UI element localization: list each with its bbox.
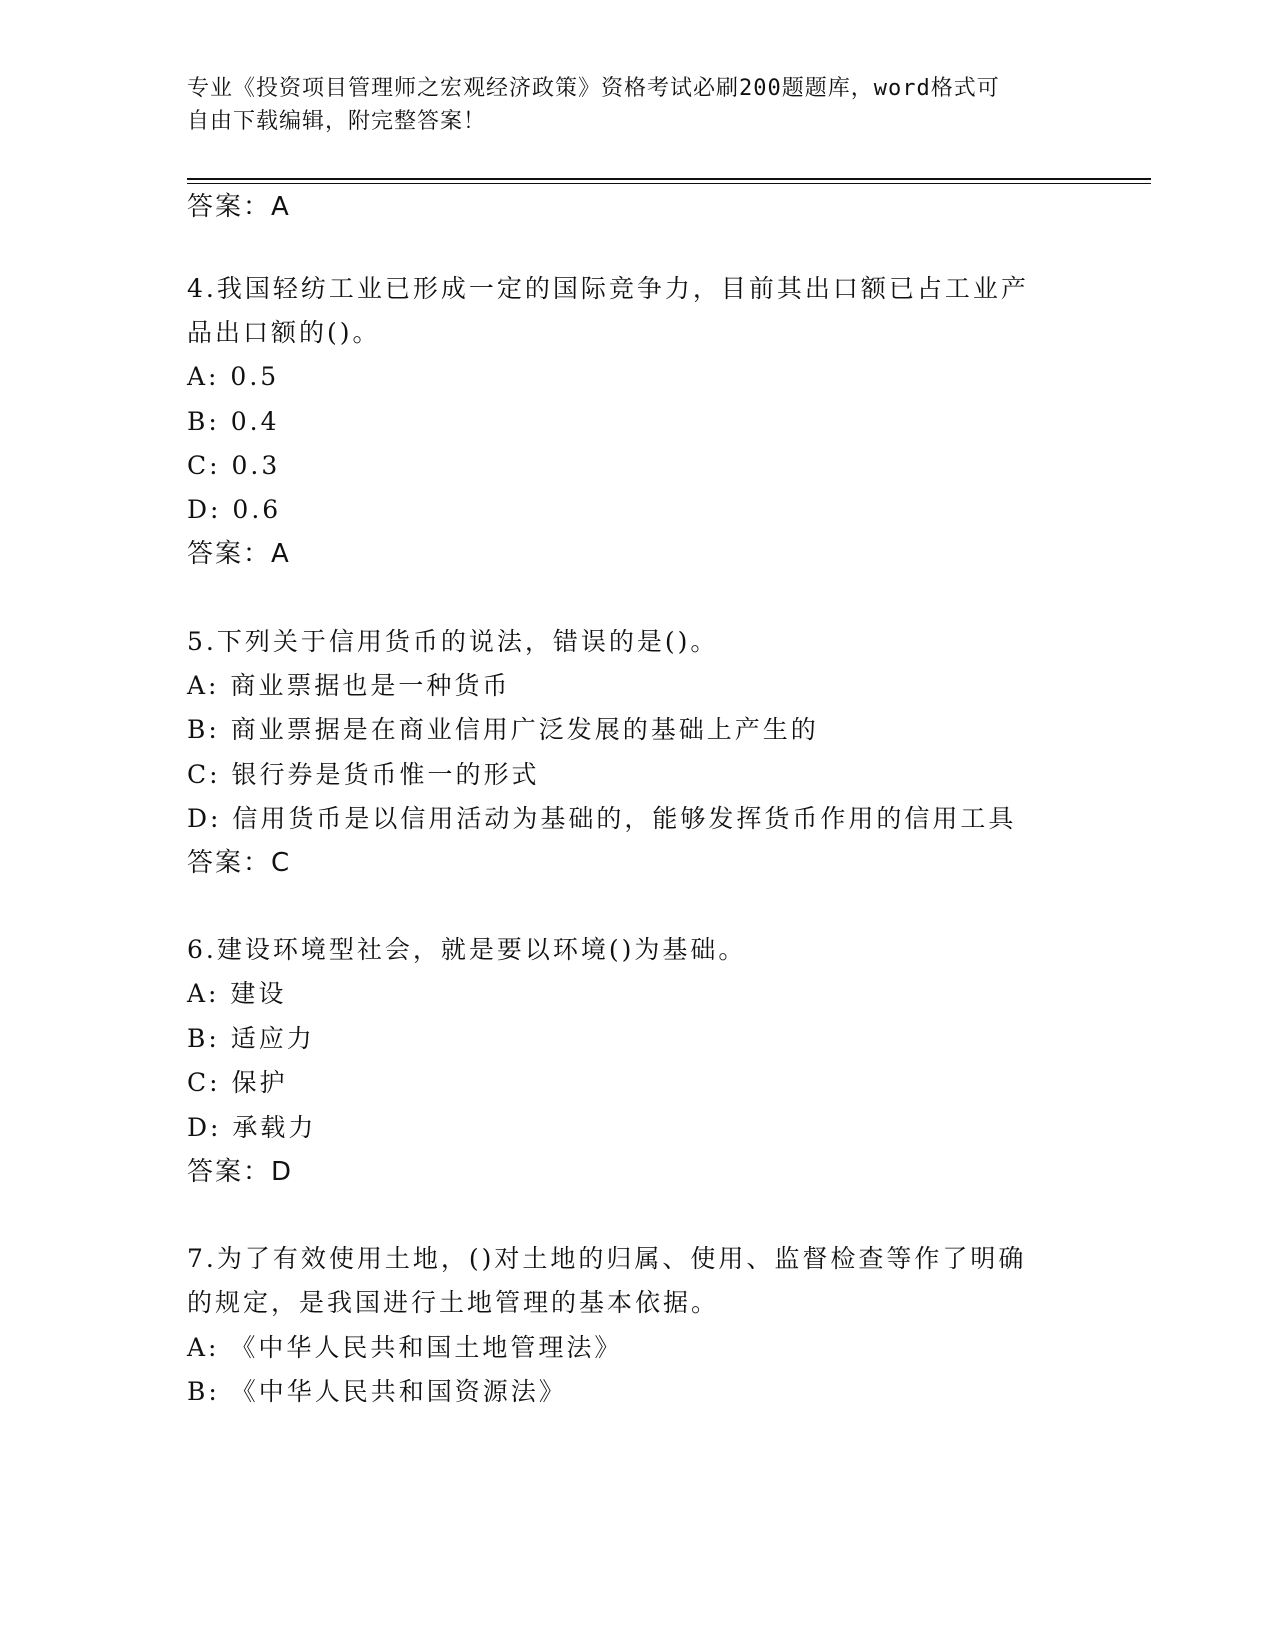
q5-answer: 答案：C [187,848,292,878]
header-divider-thin [187,183,1151,184]
q7-stem-line-2: 的规定，是我国进行土地管理的基本依据。 [187,1288,720,1317]
document-header [187,72,1067,138]
q4-answer: 答案：A [187,539,291,569]
q5-option-a: A: 商业票据也是一种货币 [187,671,511,700]
q5-option-b: B: 商业票据是在商业信用广泛发展的基础上产生的 [187,715,819,744]
answer-previous: 答案：A [187,192,291,222]
q5-option-d: D: 信用货币是以信用活动为基础的，能够发挥货币作用的信用工具 [187,804,1017,833]
q4-option-b: B: 0.4 [187,407,280,436]
q6-option-c: C: 保护 [187,1068,288,1097]
header-line-1: 专业《投资项目管理师之宏观经济政策》资格考试必刷200题题库，word格式可 [187,76,1000,101]
header-line-2: 自由下载编辑，附完整答案！ [187,109,487,134]
header-divider-thick [187,178,1151,180]
q6-stem: 6.建设环境型社会，就是要以环境()为基础。 [187,935,747,964]
q6-answer: 答案：D [187,1157,294,1187]
q7-option-b: B: 《中华人民共和国资源法》 [187,1377,567,1406]
q6-option-a: A: 建设 [187,979,287,1008]
q5-stem: 5.下列关于信用货币的说法，错误的是()。 [187,627,719,656]
q4-stem-line-2: 品出口额的()。 [187,318,381,347]
q4-option-c: C: 0.3 [187,451,281,480]
q4-option-a: A: 0.5 [187,362,280,391]
q6-option-d: D: 承载力 [187,1113,317,1142]
q6-option-b: B: 适应力 [187,1024,315,1053]
q4-option-d: D: 0.6 [187,495,282,524]
q7-option-a: A: 《中华人民共和国土地管理法》 [187,1333,623,1362]
q4-stem-line-1: 4.我国轻纺工业已形成一定的国际竞争力，目前其出口额已占工业产 [187,274,1029,303]
q7-stem-line-1: 7.为了有效使用土地，()对土地的归属、使用、监督检查等作了明确 [187,1244,1027,1273]
q5-option-c: C: 银行券是货币惟一的形式 [187,760,540,789]
